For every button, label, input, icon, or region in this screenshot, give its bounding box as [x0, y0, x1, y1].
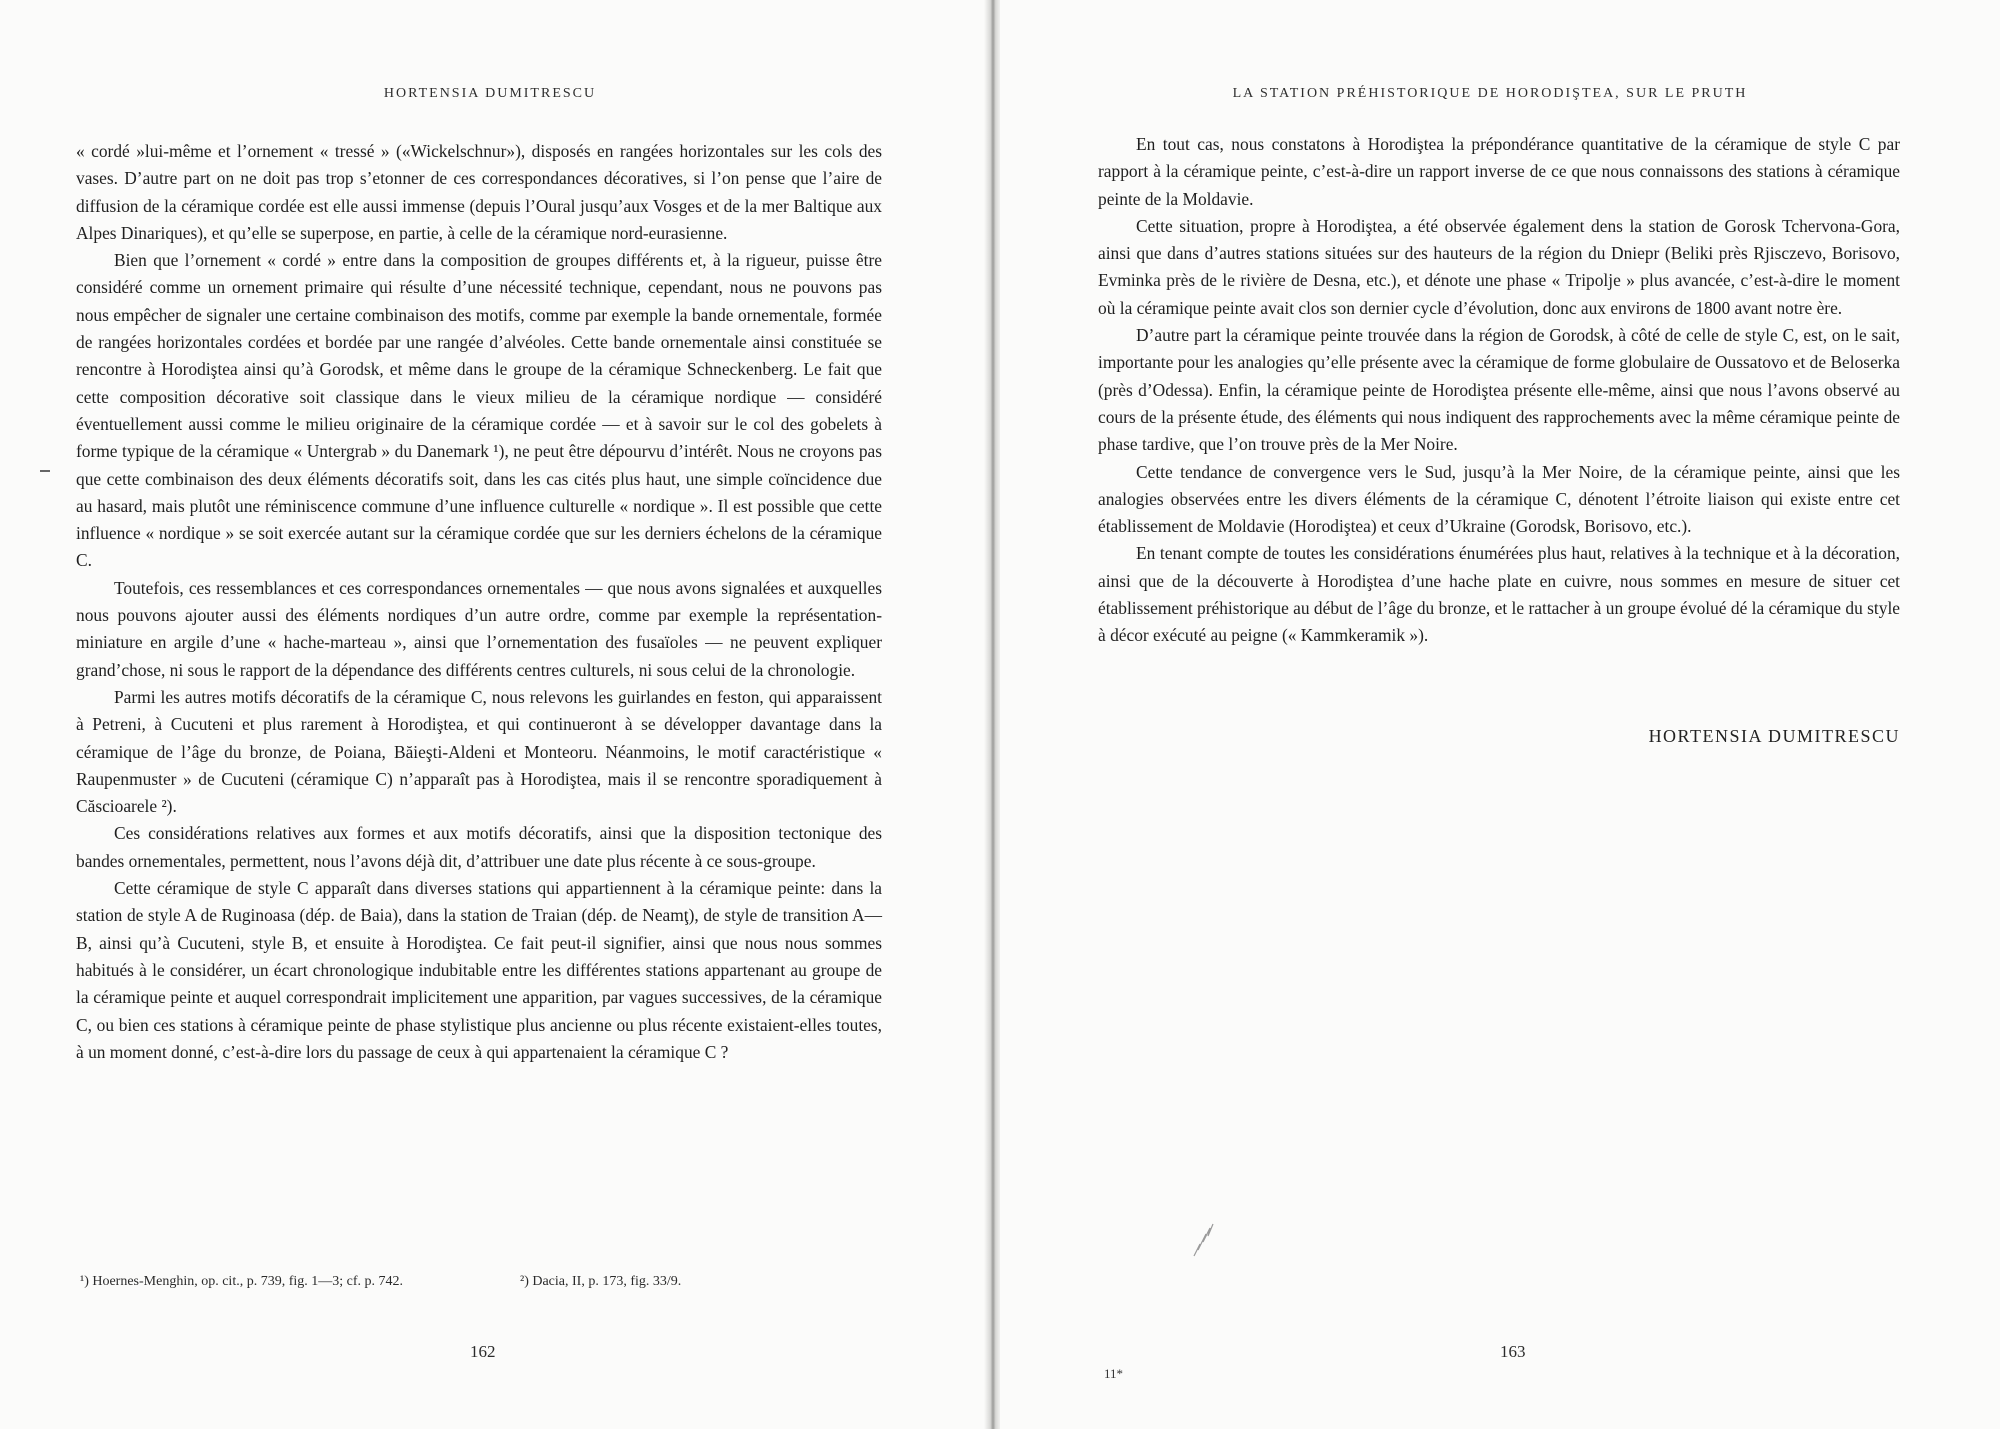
- paragraph: Ces considérations relatives aux formes et aux motifs décoratifs, ainsi que la disposition tectonique des bandes ornementales, permettent, nous l’avons déjà dit, d’attribuer une date plus récente à ce sous-groupe.: [76, 823, 882, 871]
- paragraph: Cette tendance de convergence vers le Sud, jusqu’à la Mer Noire, de la céramique peinte, ainsi que les analogies observées entre les divers éléments de la céramique C, dénotent l’étroite liaison qui existe entre cet établissement de Moldavie (Horodiştea) et ceux d’Ukraine (Gorodsk, Borisovo, etc.).: [1098, 461, 1900, 537]
- running-head-left: HORTENSIA DUMITRESCU: [383, 86, 597, 101]
- paragraph: Cette situation, propre à Horodiştea, a été observée également dens la station de Gorosk Tchervona-Gora, ainsi que dans d’autres stations situées sur des hauteurs de la région du Dniepr (Beliki près Rjisczevo, Borisovo, Evminka près de le rivière de Desna, etc.), et dénote une phase « Tripolje » plus avancée, c’est-à-dire le moment où la céramique peinte avait clos son dernier cycle d’évolution, donc aux environs de 1800 avant notre ère.: [1098, 215, 1900, 318]
- paragraph: D’autre part la céramique peinte trouvée dans la région de Gorodsk, à côté de celle de style C, est, on le sait, importante pour les analogies qu’elle présente avec la céramique de forme globulaire de Oussatovo et de Beloserka (près d’Odessa). Enfin, la céramique peinte de Horodiştea présente elle-même, ainsi que nous l’avons observé au cours de la présente étude, des éléments qui nous indiquent des rapprochements avec la même céramique peinte de phase tardive, que l’on trouve près de la Mer Noire.: [1098, 325, 1900, 455]
- paragraph: Parmi les autres motifs décoratifs de la céramique C, nous relevons les guirlandes en feston, qui apparaissent à Petreni, à Cucuteni et plus rarement à Horodiştea, et qui continueront à se développer davantage dans la céramique de l’âge du bronze, de Poiana, Băieşti-Aldeni et Monteoru. Néanmoins, le motif caractéristique « Raupenmuster » de Cucuteni (céramique C) n’apparaît pas à Horodiştea, mais il se rencontre sporadiquement à Căscioarele ²).: [76, 686, 882, 817]
- left-page: [0, 0, 990, 1429]
- paragraph: « cordé »lui-même et l’ornement « tressé » («Wickelschnur»), disposés en rangées horizontales sur les cols des vases. D’autre part on ne doit pas trop s’etonner de ces correspondances décoratives, si l’on pense que l’aire de diffusion de la céramique cordée est elle aussi immense (depuis l’Oural jusqu’aux Vosges et de la mer Baltique aux Alpes Dinariques), et qu’elle se superpose, en partie, à celle de la céramique nord-eurasienne.: [76, 141, 882, 243]
- right-body-text: [1098, 131, 1900, 650]
- paragraph: Cette céramique de style C apparaît dans diverses stations qui appartiennent à la céramique peinte: dans la station de style A de Ruginoasa (dép. de Baia), dans la station de Traian (dép. de Neamţ), de style de transition A— B, ainsi qu’à Cucuteni, style B, et ensuite à Horodiştea. Ce fait peut-il signifier, ainsi que nous nous sommes habitués à le considérer, un écart chronologique indubitable entre les différentes stations appartenant au groupe de la céramique peinte et auquel correspondrait implicitement une apparition, par vagues successives, de la céramique C, ou bien ces stations à céramique peinte de phase stylistique plus ancienne ou plus récente existaient-elles toutes, à un moment donné, c’est-à-dire lors du passage de ceux à qui appartenaient la céramique C ?: [76, 878, 882, 1062]
- author-signature: HORTENSIA DUMITRESCU: [1648, 726, 1900, 746]
- page-number-left: 162: [470, 1342, 496, 1361]
- footnotes: [76, 1271, 882, 1293]
- running-head-right: LA STATION PRÉHISTORIQUE DE HORODIŞTEA, SUR LE PRUTH: [1232, 86, 1748, 101]
- left-body-text: [76, 138, 882, 1066]
- paragraph: Toutefois, ces ressemblances et ces correspondances ornementales — que nous avons signalées et auxquelles nous pouvons ajouter aussi des éléments nordiques d’un autre ordre, comme par exemple la représentation-miniature en argile d’une « hache-marteau », ainsi que l’ornementation des fusaïoles — ne peuvent expliquer grand’chose, ni sous le rapport de la dépendance des différents centres culturels, ni sous celui de la chronologie.: [76, 577, 882, 680]
- printer-signature-mark: 11*: [1104, 1366, 1124, 1381]
- footnote-2: ²) Dacia, II, p. 173, fig. 33/9.: [520, 1274, 682, 1289]
- footnote-1: ¹) Hoernes-Menghin, op. cit., p. 739, fig. 1—3; cf. p. 742.: [80, 1274, 404, 1289]
- right-page: [1000, 0, 2000, 1429]
- paragraph: En tenant compte de toutes les considérations énumérées plus haut, relatives à la technique et à la décoration, ainsi que de la découverte à Horodiştea d’une hache plate en cuivre, nous sommes en mesure de situer cet établissement préhistorique au début de l’âge du bronze, et le rattacher à un groupe évolué dé la céramique du style à décor exécuté au peigne (« Kammkeramik »).: [1098, 543, 1900, 646]
- margin-mark: [40, 470, 50, 472]
- ink-smudge: [1190, 1220, 1216, 1260]
- paragraph: En tout cas, nous constatons à Horodiştea la prépondérance quantitative de la céramique de style C par rapport à la céramique peinte, c’est-à-dire un rapport inverse de ce que nous connaissons des stations à céramique peinte de la Moldavie.: [1098, 134, 1900, 209]
- page-number-right: 163: [1500, 1342, 1526, 1361]
- paragraph: Bien que l’ornement « cordé » entre dans la composition de groupes différents et, à la rigueur, puisse être considéré comme un ornement primaire qui résulte d’une nécessité technique, cependant, nous ne pouvons pas nous empêcher de signaler une certaine combinaison des motifs, comme par exemple la bande ornementale, formée de rangées horizontales cordées et bordée par une rangée d’alvéoles. Cette bande ornementale ainsi constituée se rencontre à Horodiştea ainsi qu’à Gorodsk, et même dans le groupe de la céramique Schneckenberg. Le fait que cette composition décorative soit classique dans le vieux milieu de la céramique nordique — considéré éventuellement aussi comme le milieu originaire de la céramique cordée — et à savoir sur le col des gobelets à forme typique de la céramique « Untergrab » du Danemark ¹), ne peut être dépourvu d’intérêt. Nous ne croyons pas que cette combinaison des deux éléments décoratifs soit, dans les cas cités plus haut, une simple coïncidence due au hasard, mais plutôt une réminiscence commune d’une influence culturelle « nordique ». Il est possible que cette influence « nordique » se soit exercée autant sur la céramique cordée que sur les derniers échelons de la céramique C.: [76, 250, 882, 571]
